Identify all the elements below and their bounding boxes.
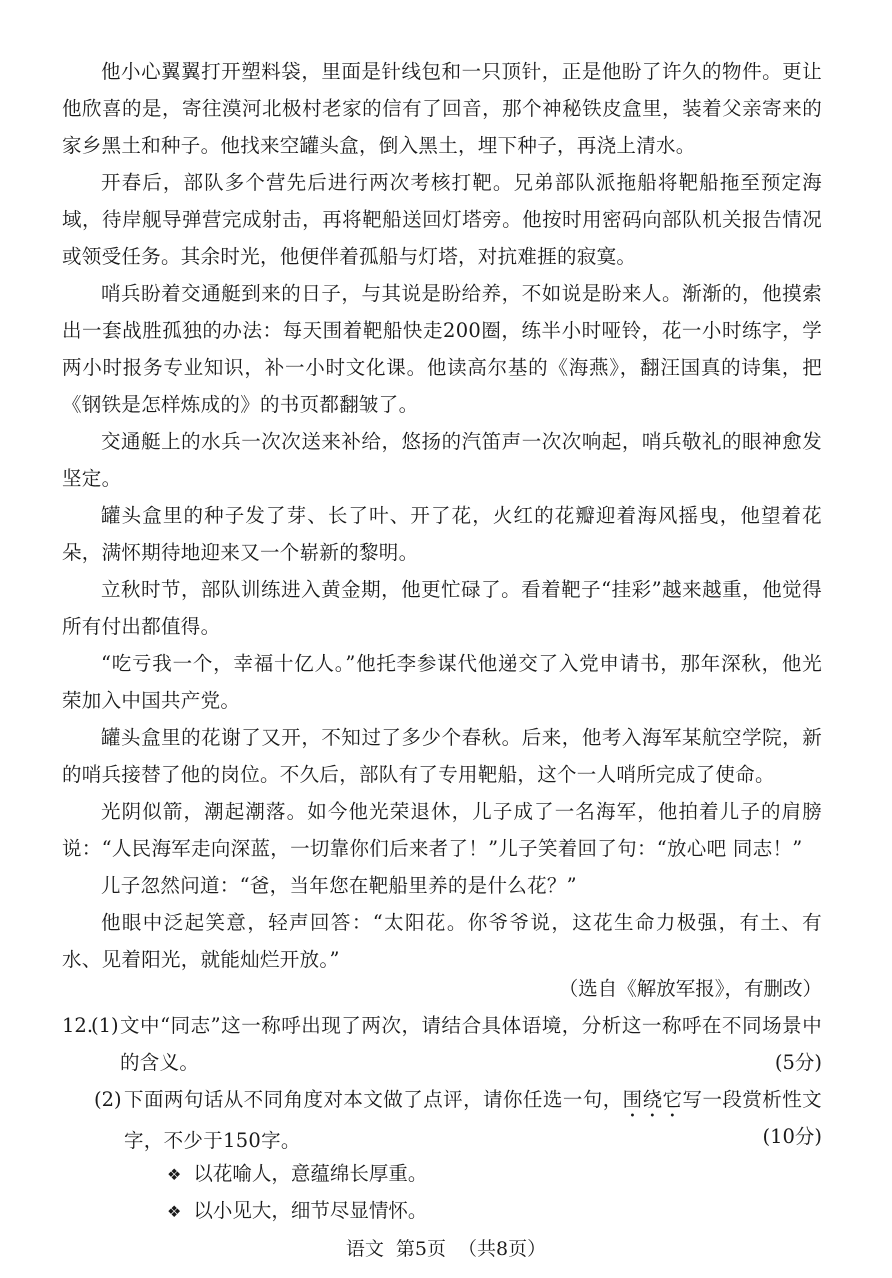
question-part1-body: 文中“同志”这一称呼出现了两次，请结合具体语境，分析这一称呼在不同场景中的含义。 (120, 1014, 822, 1074)
paragraph-8: 罐头盒里的花谢了又开，不知过了多少个春秋。后来，他考入海军某航空学院，新的哨兵接替了他的岗位。不久后，部队有了专用靶船，这个一人哨所完成了使命。 (62, 726, 822, 786)
footer-page-number: 第5页 (395, 1238, 446, 1260)
question-part2-after: 写一段赏析性文字，不少于150字。 (124, 1088, 822, 1152)
question-part2-label: (2) (94, 1088, 122, 1111)
question-part2-text (124, 1081, 822, 1159)
footer-subject: 语文 (345, 1238, 384, 1260)
source-attribution: （选自《解放军报》，有删改） (558, 977, 822, 1000)
question-part2-emphasis: 围绕它 (622, 1088, 683, 1111)
paragraph-5: 罐头盒里的种子发了芽、长了叶、开了花，火红的花瓣迎着海风摇曳，他望着花朵，满怀期待地迎来又一个崭新的黎明。 (62, 504, 822, 564)
question-part2-before: 下面两句话从不同角度对本文做了点评，请你任选一句， (124, 1088, 623, 1111)
diamond-bullet-icon: ❖ (167, 1165, 182, 1184)
question-number: 12. (62, 1014, 94, 1037)
page-footer (0, 1234, 892, 1264)
question-part1-text (120, 1007, 822, 1081)
option-item (167, 1155, 427, 1193)
paragraph-7: “吃亏我一个，幸福十亿人。”他托李参谋代他递交了入党申请书，那年深秋，他光荣加入中国共产党。 (62, 652, 822, 712)
paragraph-1: 他小心翼翼打开塑料袋，里面是针线包和一只顶针，正是他盼了许久的物件。更让他欣喜的是，寄往漠河北极村老家的信有了回音，那个神秘铁皮盒里，装着父亲寄来的家乡黑土和种子。他找来空罐头盒，倒入黑土，埋下种子，再浇上清水。 (62, 60, 822, 157)
paragraph-6: 立秋时节，部队训练进入黄金期，他更忙碌了。看着靶子“挂彩”越来越重，他觉得所有付出都值得。 (62, 578, 822, 638)
question-part1-points: (5分) (774, 1051, 822, 1074)
paragraph-9: 光阴似箭，潮起潮落。如今他光荣退休，儿子成了一名海军，他拍着儿子的肩膀说：“人民海军走向深蓝，一切靠你们后来者了！”儿子笑着回了句：“放心吧 同志！” (62, 800, 822, 860)
paragraph-2: 开春后，部队多个营先后进行两次考核打靶。兄弟部队派拖船将靶船拖至预定海域，待岸舰导弹营完成射击，再将靶船送回灯塔旁。他按时用密码向部队机关报告情况或领受任务。其余时光，他便伴着孤船与灯塔，对抗难捱的寂寞。 (62, 171, 822, 268)
question-part2-points: (10分) (762, 1125, 822, 1148)
option-item (167, 1192, 427, 1230)
footer-total-pages: （共8页） (458, 1238, 547, 1260)
option-text: 以小见大，细节尽显情怀。 (193, 1199, 428, 1222)
paragraph-11: 他眼中泛起笑意，轻声回答：“太阳花。你爷爷说，这花生命力极强，有土、有水、见着阳光，就能灿烂开放。” (62, 911, 822, 971)
diamond-bullet-icon: ❖ (167, 1202, 182, 1221)
option-text: 以花喻人，意蕴绵长厚重。 (193, 1162, 428, 1185)
paragraph-10: 儿子忽然问道：“爸，当年您在靶船里养的是什么花？” (101, 874, 577, 897)
paragraph-3: 哨兵盼着交通艇到来的日子，与其说是盼给养，不如说是盼来人。渐渐的，他摸索出一套战胜孤独的办法：每天围着靶船快走200圈，练半小时哑铃，花一小时练字，学两小时报务专业知识，补一小时文化课。他读高尔基的《海燕》，翻汪国真的诗集，把《钢铁是怎样炼成的》的书页都翻皱了。 (62, 282, 822, 416)
paragraph-4: 交通艇上的水兵一次次送来补给，悠扬的汽笛声一次次响起，哨兵敬礼的眼神愈发坚定。 (62, 430, 822, 490)
question-part1-label: (1) (91, 1014, 119, 1037)
